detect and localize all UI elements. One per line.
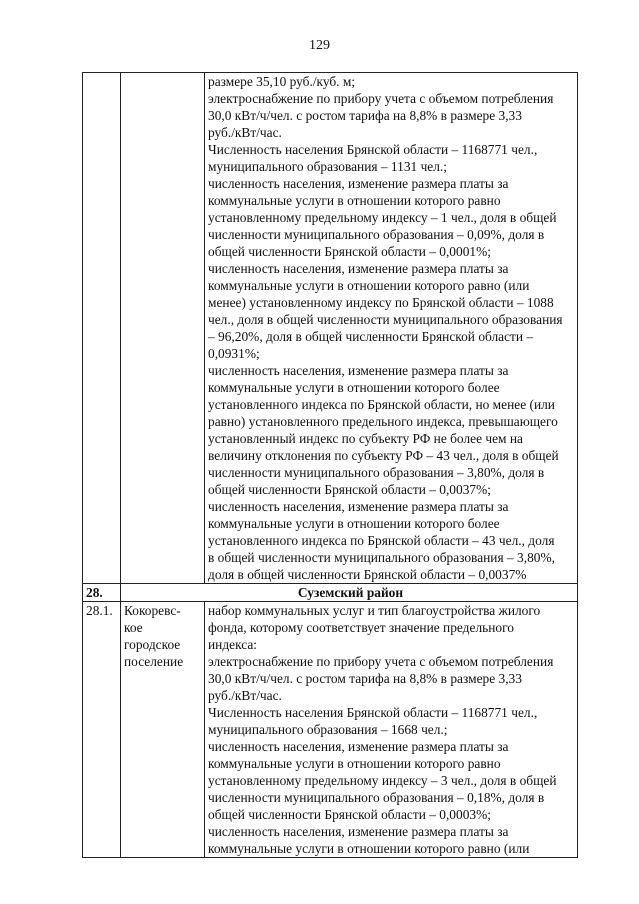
section-number: 28. <box>83 584 121 602</box>
section-row <box>83 584 578 602</box>
text-line: коммунальные услуги в отношении которого более <box>208 516 500 531</box>
text-line: численность населения, изменение размера платы за <box>208 739 509 754</box>
text-line: установленному предельному индексу – 1 чел., доля в общей <box>208 210 557 225</box>
municipality-name-line: кое <box>124 620 143 635</box>
text-line: доля в общей численности Брянской области – 0,0037% <box>208 567 527 582</box>
municipality-name-line: Кокоревс- <box>124 603 181 618</box>
text-line: 30,0 кВт/ч/чел. с ростом тарифа на 8,8% в размере 3,33 <box>208 671 522 686</box>
text-line: общей численности Брянской области – 0,0037%; <box>208 482 491 497</box>
text-line: установленного индекса по Брянской области – 43 чел., доля <box>208 533 555 548</box>
entry-text <box>208 602 577 857</box>
municipality-name-cell <box>121 602 205 858</box>
municipality-name <box>124 602 204 670</box>
text-line: общей численности Брянской области – 0,0003%; <box>208 807 491 822</box>
text-line: численность населения, изменение размера платы за <box>208 824 509 839</box>
entry-number: 28.1. <box>83 602 121 858</box>
text-line: 30,0 кВт/ч/чел. с ростом тарифа на 8,8% в размере 3,33 <box>208 108 522 123</box>
text-line: размере 35,10 руб./куб. м; <box>208 74 356 89</box>
text-line: численность населения, изменение размера платы за <box>208 363 509 378</box>
text-line: численность населения, изменение размера платы за <box>208 176 509 191</box>
text-line: электроснабжение по прибору учета с объемом потребления <box>208 654 554 669</box>
text-line: численность населения, изменение размера платы за <box>208 261 509 276</box>
text-line: электроснабжение по прибору учета с объемом потребления <box>208 91 554 106</box>
continuation-text <box>208 73 577 583</box>
entry-row <box>83 602 578 858</box>
text-line: коммунальные услуги в отношении которого равно <box>208 756 501 771</box>
data-table <box>82 72 578 858</box>
text-line: численности муниципального образования – 0,18%, доля в <box>208 790 545 805</box>
continuation-row <box>83 73 578 584</box>
text-line: коммунальные услуги в отношении которого равно (или <box>208 278 530 293</box>
text-line: муниципального образования – 1131 чел.; <box>208 159 447 174</box>
continuation-number-cell <box>83 73 121 584</box>
text-line: – 96,20%, доля в общей численности Брянской области – <box>208 329 534 344</box>
text-line: в общей численности муниципального образования – 3,80%, <box>208 550 555 565</box>
municipality-name-line: поселение <box>124 654 184 669</box>
text-line: численности муниципального образования – 0,09%, доля в <box>208 227 545 242</box>
entry-text-cell <box>205 602 578 858</box>
text-line: численности муниципального образования – 3,80%, доля в <box>208 465 545 480</box>
text-line: численность населения, изменение размера платы за <box>208 499 509 514</box>
page-number: 129 <box>309 38 330 53</box>
text-line: руб./кВт/час. <box>208 688 282 703</box>
text-line: Численность населения Брянской области – 1168771 чел., <box>208 705 538 720</box>
text-line: руб./кВт/час. <box>208 125 282 140</box>
text-line: установленный индекс по субъекту РФ не более чем на <box>208 431 523 446</box>
text-line: установленного индекса по Брянской области, но менее (или <box>208 397 555 412</box>
section-title: Суземский район <box>121 584 578 602</box>
text-line: менее) установленному индексу по Брянской области – 1088 <box>208 295 554 310</box>
text-line: 0,0931%; <box>208 346 260 361</box>
text-line: коммунальные услуги в отношении которого равно <box>208 193 501 208</box>
text-line: фонда, которому соответствует значение предельного <box>208 620 514 635</box>
text-line: величину отклонения по субъекту РФ – 43 чел., доля в общей <box>208 448 559 463</box>
text-line: набор коммунальных услуг и тип благоустройства жилого <box>208 603 541 618</box>
continuation-name-cell <box>121 73 205 584</box>
text-line: индекса: <box>208 637 258 652</box>
text-line: коммунальные услуги в отношении которого более <box>208 380 500 395</box>
text-line: муниципального образования – 1668 чел.; <box>208 722 448 737</box>
text-line: установленному предельному индексу – 3 чел., доля в общей <box>208 773 557 788</box>
text-line: Численность населения Брянской области – 1168771 чел., <box>208 142 538 157</box>
text-line: равно) установленного предельного индекса, превышающего <box>208 414 558 429</box>
municipality-name-line: городское <box>124 637 181 652</box>
continuation-text-cell <box>205 73 578 584</box>
text-line: чел., доля в общей численности муниципального образования <box>208 312 563 327</box>
text-line: коммунальные услуги в отношении которого равно (или <box>208 841 530 856</box>
text-line: общей численности Брянской области – 0,0001%; <box>208 244 491 259</box>
